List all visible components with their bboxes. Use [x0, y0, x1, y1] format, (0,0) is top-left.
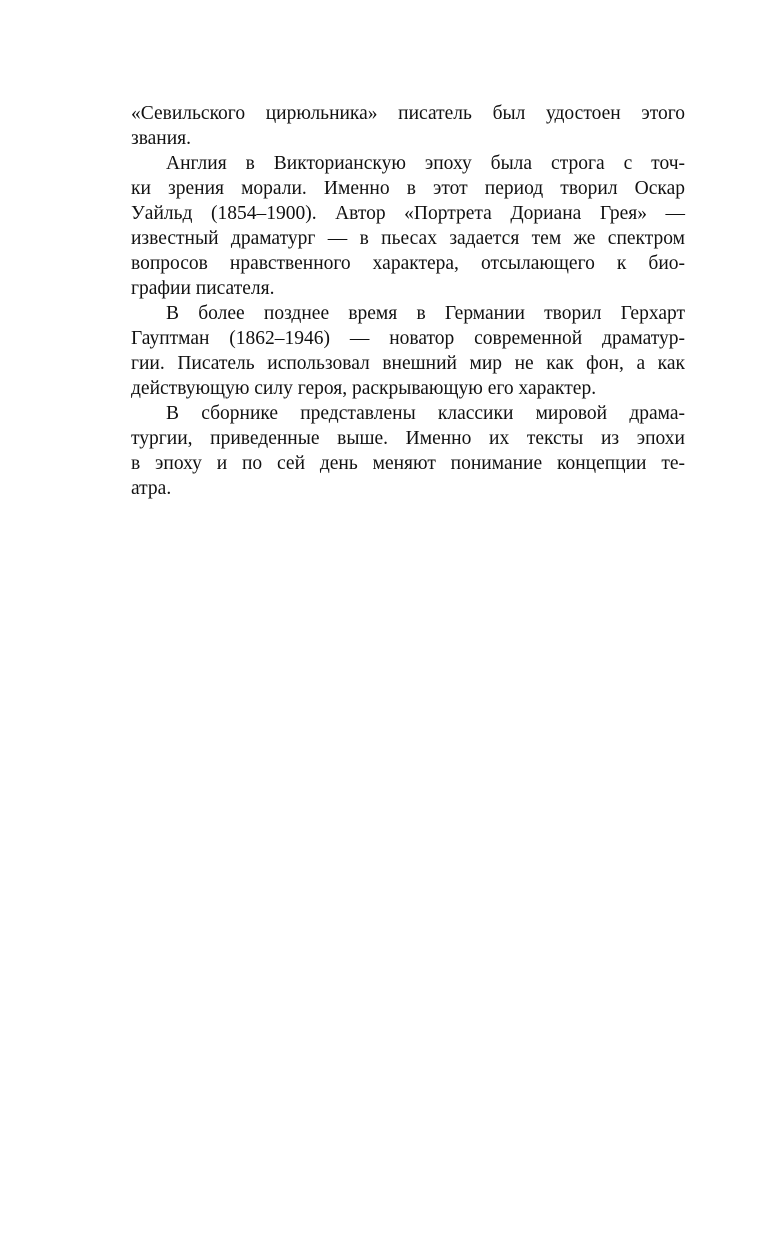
- text-line: Гауптман (1862–1946) — новатор современной драматур-: [131, 328, 685, 349]
- text-line: звания.: [131, 128, 192, 149]
- text-line: действующую силу героя, раскрывающую его характер.: [131, 378, 597, 399]
- text-line: известный драматург — в пьесах задается тем же спектром: [131, 228, 685, 249]
- paragraph-4: [131, 401, 685, 501]
- paragraph-2: [131, 151, 685, 301]
- text-line: в эпоху и по сей день меняют понимание концепции те-: [131, 453, 685, 474]
- text-line: Уайльд (1854–1900). Автор «Портрета Дориана Грея» —: [131, 203, 685, 224]
- paragraph-3: [131, 301, 685, 401]
- text-line: Англия в Викторианскую эпоху была строга с точ-: [166, 153, 685, 174]
- text-page: [131, 101, 685, 501]
- text-line: вопросов нравственного характера, отсылающего к био-: [131, 253, 685, 274]
- text-line: гии. Писатель использовал внешний мир не как фон, а как: [131, 353, 685, 374]
- text-line: графии писателя.: [131, 278, 275, 299]
- text-line: ки зрения морали. Именно в этот период творил Оскар: [131, 178, 685, 199]
- text-line: атра.: [131, 478, 172, 499]
- text-line: В более позднее время в Германии творил Герхарт: [166, 303, 685, 324]
- text-line: В сборнике представлены классики мировой драма-: [166, 403, 685, 424]
- text-line: тургии, приведенные выше. Именно их тексты из эпохи: [131, 428, 685, 449]
- paragraph-1: [131, 101, 685, 151]
- text-line: «Севильского цирюльника» писатель был удостоен этого: [131, 103, 685, 124]
